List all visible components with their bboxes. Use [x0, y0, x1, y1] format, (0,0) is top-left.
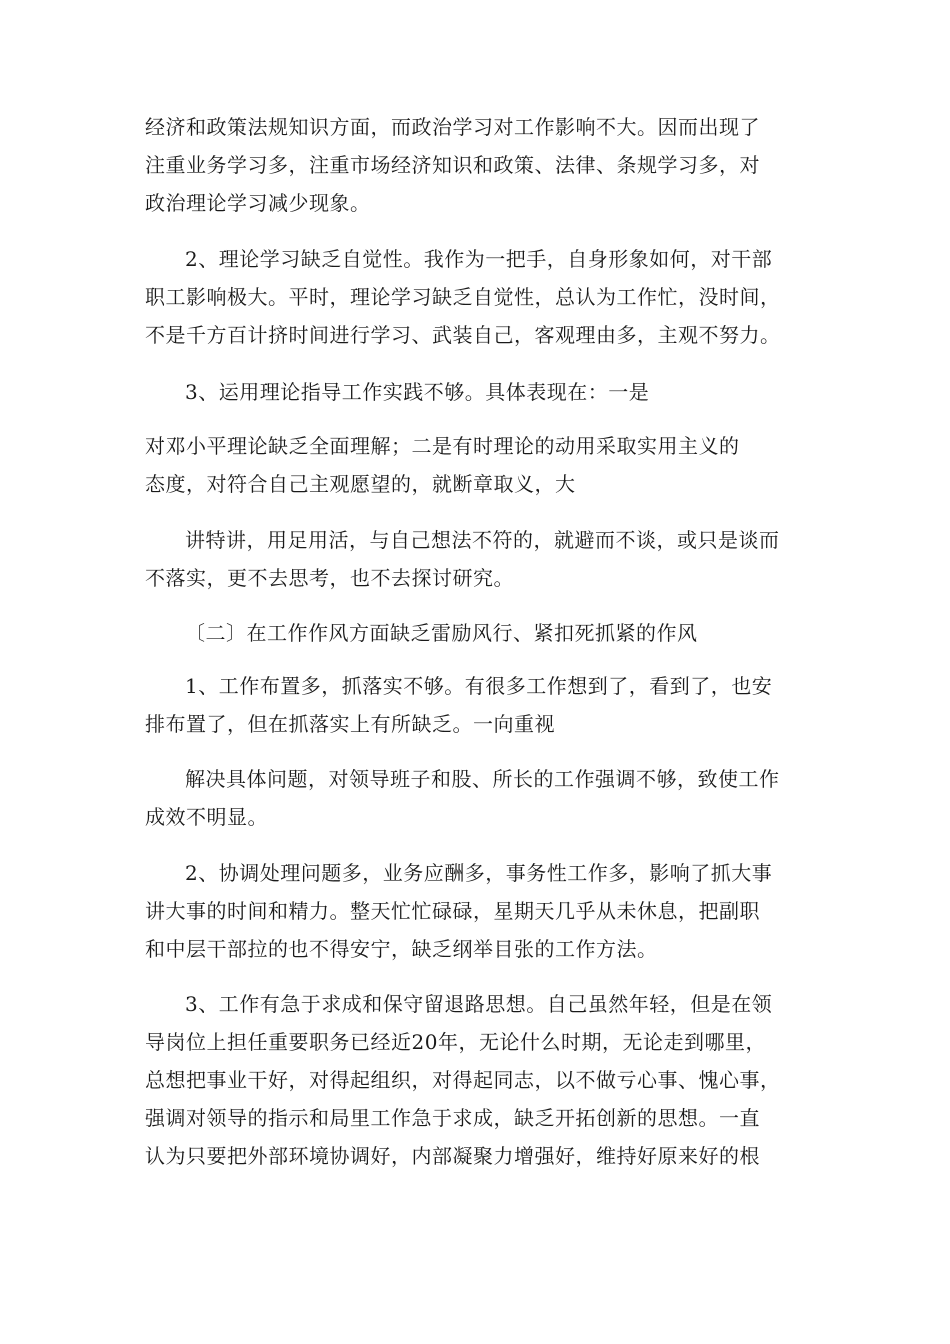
text-line: 认为只要把外部环境协调好，内部凝聚力增强好，维持好原来好的根: [145, 1144, 760, 1168]
text-line: 排布置了，但在抓落实上有所缺乏。一向重视: [145, 712, 555, 736]
text-line: 讲大事的时间和精力。整天忙忙碌碌，星期天几乎从未休息，把副职: [145, 899, 760, 923]
text-line: 成效不明显。: [145, 805, 268, 829]
paragraph-deng-theory: [145, 427, 810, 503]
text-line: 〔二〕在工作作风方面缺乏雷励风行、紧扣死抓紧的作风: [185, 621, 698, 645]
text-line: 经济和政策法规知识方面，而政治学习对工作影响不大。因而出现了: [145, 115, 760, 139]
text-line: 不落实，更不去思考，也不去探讨研究。: [145, 566, 514, 590]
section-heading-work-style: [145, 614, 810, 652]
text-line: 导岗位上担任重要职务已经近20年，无论什么时期，无论走到哪里，: [145, 1030, 766, 1054]
text-line: 注重业务学习多，注重市场经济知识和政策、法律、条规学习多，对: [145, 153, 760, 177]
text-line: 政治理论学习减少现象。: [145, 191, 371, 215]
text-line: 和中层干部拉的也不得安宁，缺乏纲举目张的工作方法。: [145, 937, 658, 961]
text-line: 态度，对符合自己主观愿望的，就断章取义，大: [145, 472, 576, 496]
text-line: 1、工作布置多，抓落实不够。有很多工作想到了，看到了，也安: [185, 674, 773, 698]
text-line: 不是千方百计挤时间进行学习、武装自己，客观理由多，主观不努力。: [145, 323, 781, 347]
text-line: 总想把事业干好，对得起组织，对得起同志，以不做亏心事、愧心事，: [145, 1068, 781, 1092]
paragraph-hasty-success: [145, 985, 810, 1175]
paragraph-coordination: [145, 854, 810, 968]
text-line: 对邓小平理论缺乏全面理解；二是有时理论的动用采取实用主义的: [145, 434, 740, 458]
paragraph-economic-policy: [145, 108, 810, 222]
text-line: 2、协调处理问题多，业务应酬多，事务性工作多，影响了抓大事: [185, 861, 773, 885]
text-line: 2、理论学习缺乏自觉性。我作为一把手，自身形象如何，对干部: [185, 247, 773, 271]
paragraph-theory-self-awareness: [145, 240, 810, 354]
paragraph-selective-use: [145, 521, 810, 597]
text-line: 职工影响极大。平时，理论学习缺乏自觉性，总认为工作忙，没时间，: [145, 285, 781, 309]
paragraph-implementation: [145, 667, 810, 743]
paragraph-specific-problems: [145, 760, 810, 836]
text-line: 强调对领导的指示和局里工作急于求成，缺乏开拓创新的思想。一直: [145, 1106, 760, 1130]
text-line: 3、工作有急于求成和保守留退路思想。自己虽然年轻，但是在领: [185, 992, 773, 1016]
paragraph-theory-practice: [145, 373, 810, 411]
text-line: 讲特讲，用足用活，与自己想法不符的，就避而不谈，或只是谈而: [185, 528, 780, 552]
text-line: 解决具体问题，对领导班子和股、所长的工作强调不够，致使工作: [185, 767, 780, 791]
text-line: 3、运用理论指导工作实践不够。具体表现在：一是: [185, 380, 650, 404]
